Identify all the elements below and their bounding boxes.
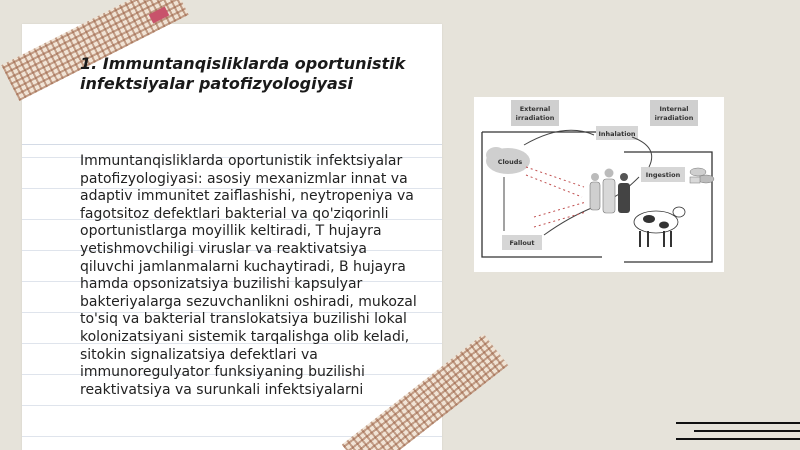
people-figures: [590, 169, 630, 214]
curve-arrow-bottom: [544, 207, 594, 235]
radiation-line-1: [526, 167, 584, 187]
radiation-line-2: [526, 175, 582, 197]
inhalation-label: Inhalation: [598, 130, 636, 138]
irradiation-diagram: [474, 97, 724, 272]
internal-label-line2: irradiation: [654, 114, 694, 122]
ingestion-label: Ingestion: [645, 171, 681, 179]
fallout-label: Fallout: [509, 239, 535, 247]
external-label-line2: irradiation: [515, 114, 555, 122]
internal-label-box: [650, 100, 698, 126]
decorative-lines: [676, 422, 800, 446]
food-items: [690, 168, 714, 183]
cow-figure: [634, 207, 685, 247]
slide-title: 1. Immuntanqisliklarda oportunistik infektsiyalar patofizyologiyasi: [80, 54, 406, 93]
decorative-line-2: [694, 430, 800, 432]
decorative-line-1: [676, 422, 800, 424]
external-label-box: [511, 100, 559, 126]
diagram-svg: [474, 97, 724, 272]
decorative-line-3: [676, 438, 800, 440]
internal-label-line1: Internal: [659, 105, 689, 113]
external-label-line1: External: [519, 105, 551, 113]
clouds-label: Clouds: [497, 158, 523, 166]
slide-body-text: Immuntanqisliklarda oportunistik infektsiyalar patofizyologiyasi: asosiy mexanizmlar innat va adaptiv immunitet zaiflashishi, neytropeniya va fagotsitoz defektlari bakterial va qo'ziqorinli oportunistlarga moyillik keltiradi, T hujayra yetishmovchiligi viruslar va reaktivatsiya qiluvchi jamlanmalarni kuchaytiradi, B hujayra hamda opsonizatsiya buzilishi kapsulyar bakteriyalarga sezuvchanlikni oshiradi, mukozal to'siq va bakterial translokatsiya buzilishi lokal kolonizatsiyani sistemik tarqalishga olib keladi, sitokin signalizatsiya defektlari va immunoregulyator funksiyaning buzilishi reaktivatsiya va surunkali infektsiyalarni: [80, 153, 417, 398]
